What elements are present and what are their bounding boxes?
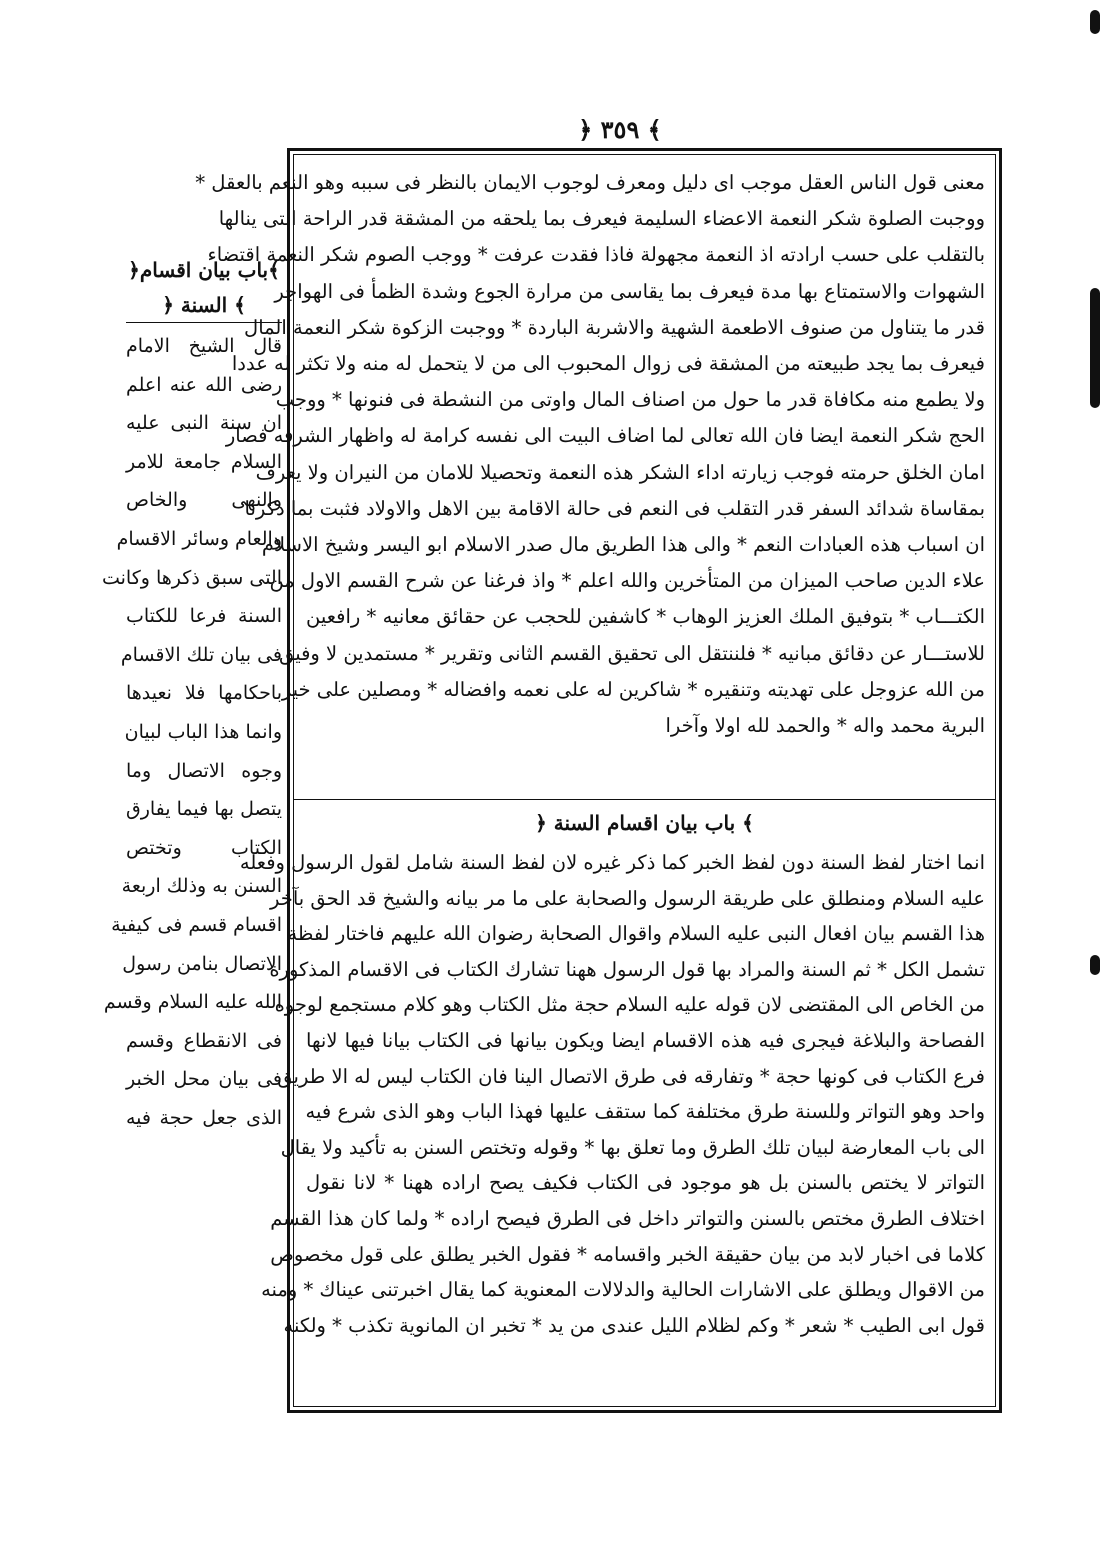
text-line: معنى قول الناس العقل موجب اى دليل ومعرف لوجوب الايمان بالنظر فى سببه وهو النعم بالعقل * bbox=[195, 171, 985, 194]
text-line: واحد وهو التواتر وللسنة طرق مختلفة كما ستقف عليها فهذا الباب وهو الذى شرع فيه bbox=[305, 1100, 985, 1124]
text-line: ووجبت الصلوة شكر النعمة الاعضاء السليمة فيعرف بما يلحقه من المشقة قدر الراحة التى ينالها bbox=[218, 207, 985, 231]
text-line: بمقاساة شدائد السفر قدر التقلب فى النعم فى حالة الاقامة بين الاهل والاولاد فثبت بما ذكرنا bbox=[244, 496, 985, 520]
side-line: فى بيان تلك الاقسام bbox=[120, 643, 282, 666]
side-column bbox=[101, 252, 288, 1137]
side-line: وجوه الاتصال وما bbox=[126, 759, 282, 782]
side-line: السنن به وذلك اربعة bbox=[121, 875, 282, 898]
text-line: الحج شكر النعمة ايضا فان الله تعالى لما اضاف البيت الى نفسه كرامة له واظهار الشرفه فصار bbox=[225, 424, 985, 448]
side-line: رضى الله عنه اعلم bbox=[126, 373, 282, 396]
text-line: الشهوات والاستمتاع بها مدة فيعرف بما يقاسى من مرارة الجوع وشدة الظمأ فى الهواجر bbox=[274, 279, 985, 303]
text-line: من الاقوال ويطلق على الاشارات الحالية والدلالات المعنوية كما يقال اخبرتنى عيناك * ومنه bbox=[261, 1278, 985, 1302]
text-line: من الخاص الى المقتضى لان قوله عليه السلام حجة مثل الكتاب وهو كلام مستجمع لوجوه bbox=[274, 993, 985, 1017]
side-subheading: ﴾ السنة ﴿ bbox=[126, 288, 282, 323]
text-line: تشمل الكل * ثم السنة والمراد بها قول الرسول ههنا تشارك الكتاب فى الاقسام المذكورة bbox=[269, 957, 985, 981]
scan-edge-mark bbox=[1090, 10, 1100, 34]
side-line: باحكامها فلا نعيدها bbox=[126, 682, 282, 705]
text-line: بالتقلب على حسب ارادته اذ النعمة مجهولة فاذا فقدت عرفت * ووجب الصوم شكر النعمة اقتضاء bbox=[207, 243, 985, 267]
text-line: للاستـــار عن دقائق مبانيه * فلننتقل الى تحقيق القسم الثانى وتقرير * مستمدين لا وفيق bbox=[278, 641, 985, 665]
text-line: امان الخلق حرمته فوجب زيارته اداء الشكر هذه النعمة وتحصيلا للامان من النيران ولا يعرف bbox=[255, 460, 985, 484]
text-line: علاء الدين صاحب الميزان من المتأخرين والله اعلم * واذ فرغنا عن شرح القسم الاول من bbox=[269, 569, 985, 593]
side-line: الكتاب وتختص bbox=[126, 836, 282, 859]
side-line: الاتصال بنامن رسول bbox=[122, 952, 282, 975]
side-heading: ﴾باب بيان اقسام﴿ bbox=[128, 258, 280, 282]
side-line: فى الانقطاع وقسم bbox=[126, 1029, 282, 1052]
text-line: الى باب المعارضة لبيان تلك الطرق وما تعلق بها * وقوله وتختص السنن به تأكيد ولا يقال bbox=[280, 1135, 985, 1159]
text-line: هذا القسم بيان افعال النبى عليه السلام واقوال الصحابة رضوان الله عليهم فاختار لفظة bbox=[287, 922, 985, 946]
text-line: انما اختار لفظ السنة دون لفظ الخبر كما ذكر غيره لان لفظ السنة شامل لقول الرسول وفعله bbox=[239, 851, 985, 874]
side-line: والعام وسائر الاقسام bbox=[116, 527, 282, 550]
text-line: من الله عزوجل على تهديته وتنقيره * شاكرين له على نعمه وافضاله * ومصلين على خير bbox=[281, 677, 985, 701]
text-line: ان اسباب هذه العبادات النعم * والى هذا الطريق مال صدر الاسلام ابو اليسر وشيخ الاسلام bbox=[261, 533, 985, 557]
side-line: ان سنة النبى عليه bbox=[126, 412, 282, 435]
text-line: الكتـــاب * بتوفيق الملك العزيز الوهاب * كاشفين للحجب عن حقائق معانيه * رافعين bbox=[306, 605, 985, 629]
side-line: السنة فرعا للكتاب bbox=[126, 605, 282, 628]
page-number: ﴾ ٣٥٩ ﴿ bbox=[578, 115, 662, 144]
text-line: اختلاف الطرق مختص بالسنن والتواتر داخل فى الطرق فيصح اراده * ولما كان هذا القسم bbox=[270, 1206, 985, 1230]
text-line: التواتر لا يختص بالسنن بل هو موجود فى الكتاب فكيف يصح اراده ههنا * لانا نقول bbox=[306, 1171, 985, 1195]
side-line: فى بيان محل الخبر bbox=[126, 1068, 282, 1091]
text-line: كلاما فى اخبار لابد من بيان حقيقة الخبر واقسامه * فقول الخبر يطلق على قول مخصوص bbox=[270, 1242, 985, 1266]
lower-text-block bbox=[239, 845, 985, 1343]
side-line: اقسام قسم فى كيفية bbox=[111, 913, 282, 936]
text-line: قدر ما يتناول من صنوف الاطعمة الشهية والاشربة الباردة * ووجبت الزكوة شكر النعمة المال bbox=[244, 315, 985, 339]
text-line: الفصاحة والبلاغة فيجرى فيه هذه الاقسام ايضا ويكون بيانها فى الكتاب بيانا فيها لانها bbox=[306, 1028, 985, 1052]
scan-edge-mark bbox=[1090, 955, 1100, 975]
text-line: عليه السلام ومنطلق على طريقة الرسول والصحابة على ما مر بيانه والشيخ قد الحق بآخر bbox=[270, 886, 985, 910]
side-line: التى سبق ذكرها وكانت bbox=[101, 566, 282, 589]
side-line: السلام جامعة للامر bbox=[126, 450, 282, 473]
side-line: والنهى والخاص bbox=[126, 489, 282, 512]
side-line: وانما هذا الباب لبيان bbox=[124, 720, 282, 743]
text-line: قول ابى الطيب * شعر * وكم لظلام الليل عندى من يد * تخبر ان المانوية تكذب * ولكنه bbox=[283, 1313, 985, 1337]
side-line: الذى جعل حجة فيه bbox=[126, 1106, 282, 1129]
section-heading: ﴾ باب بيان اقسام السنة ﴿ bbox=[535, 811, 754, 835]
text-line: ولا يطمع منه مكافاة قدر ما حول من اصناف المال واوتى من النشطة فى فنونها * ووجب bbox=[275, 388, 985, 412]
side-line: الله عليه السلام وقسم bbox=[103, 991, 282, 1014]
scan-edge-mark bbox=[1090, 288, 1100, 408]
side-line: قال الشيخ الامام bbox=[126, 335, 282, 357]
text-line: فرع الكتاب فى كونها حجة * وتفارقه فى طرق الاتصال الينا فان الكتاب ليس له الا طريق bbox=[277, 1064, 985, 1088]
side-line: يتصل بها فيما يفارق bbox=[125, 798, 282, 821]
text-line: فيعرف بما يجد طبيعته من المشقة فى زوال المحبوب الى من لا يتحمل له منه ولا تكثر له عددا bbox=[231, 352, 985, 376]
text-line-last: البرية محمد واله * والحمد لله اولا وآخرا bbox=[665, 714, 985, 738]
